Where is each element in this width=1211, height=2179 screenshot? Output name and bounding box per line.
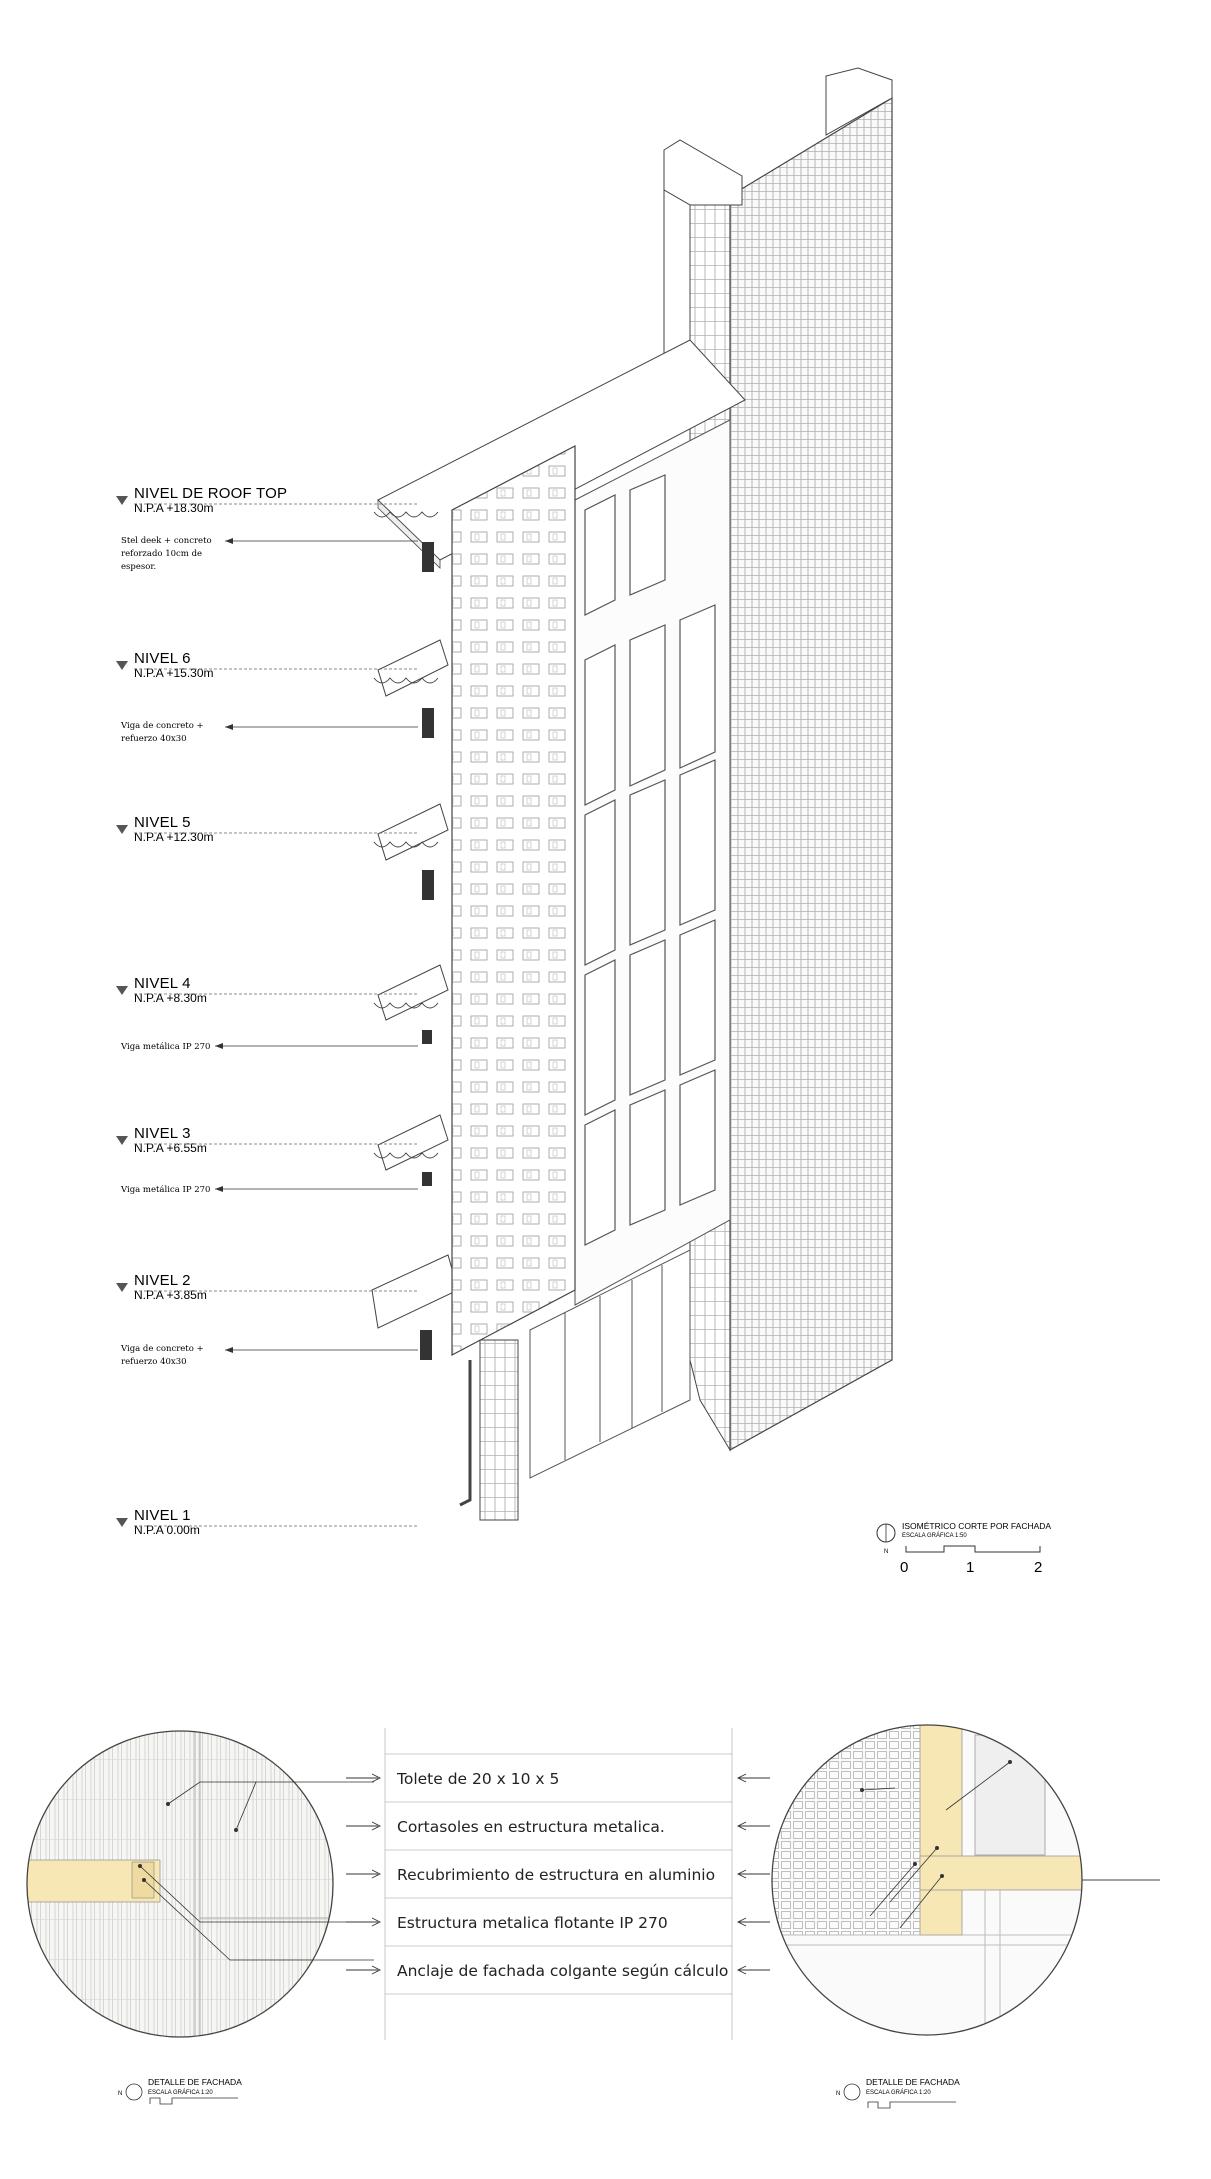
level-marker xyxy=(116,975,418,1005)
note-roof-line2: reforzado 10cm de xyxy=(121,549,203,559)
level-marker xyxy=(116,1125,418,1155)
detail-left-north: N xyxy=(118,2091,123,2097)
level-triangle-icon xyxy=(116,661,128,670)
level-marker xyxy=(116,1507,418,1537)
main-scale-title: ISOMÉTRICO CORTE POR FACHADA xyxy=(902,1521,1052,1531)
note-n2 xyxy=(120,1344,418,1367)
note-n2-line2: refuerzo 40x30 xyxy=(121,1357,187,1367)
level-marker xyxy=(116,650,418,680)
arrow-right-icon xyxy=(346,1966,380,1974)
scale-bar xyxy=(906,1546,1040,1552)
level-name: NIVEL 3 xyxy=(134,1125,191,1142)
level-npa: N.P.A +18.30m xyxy=(134,501,214,515)
detail-label: Recubrimiento de estructura en aluminio xyxy=(397,1866,716,1884)
level-name: NIVEL 5 xyxy=(134,814,191,831)
arrow-left-icon xyxy=(738,1918,770,1926)
detail-right-title: DETALLE DE FACHADA xyxy=(866,2077,960,2087)
detail-right-column xyxy=(920,1725,962,1935)
scale-tick-0: 0 xyxy=(900,1559,909,1576)
level-marker xyxy=(116,485,418,515)
detail-label: Tolete de 20 x 10 x 5 xyxy=(397,1770,560,1788)
level-npa: N.P.A +3.85m xyxy=(134,1288,207,1302)
level-triangle-icon xyxy=(116,1518,128,1527)
level-name: NIVEL 2 xyxy=(134,1272,191,1289)
main-scale xyxy=(877,1521,1051,1576)
detail-right-north: N xyxy=(836,2091,841,2097)
note-n6 xyxy=(120,721,418,744)
detail-left-subtitle: ESCALA GRÁFICA 1:20 xyxy=(148,2090,213,2096)
level-triangle-icon xyxy=(116,825,128,834)
detail-right xyxy=(770,1725,1160,2108)
scale-tick-1: 1 xyxy=(966,1559,975,1576)
level-npa: N.P.A +6.55m xyxy=(134,1141,207,1155)
level-marker xyxy=(116,814,418,844)
note-n3-line1: Viga metálica IP 270 xyxy=(121,1185,211,1195)
level-npa: N.P.A +8.30m xyxy=(134,991,207,1005)
brick-wall xyxy=(730,98,892,1450)
level-name: NIVEL 1 xyxy=(134,1507,191,1524)
arrow-left-icon xyxy=(738,1774,770,1782)
scale-tick-2: 2 xyxy=(1034,1559,1043,1576)
lattice-screen xyxy=(452,446,575,1355)
level-npa: N.P.A 0.00m xyxy=(134,1523,200,1537)
detail-right-beam xyxy=(920,1856,1090,1890)
north-letter: N xyxy=(884,1549,889,1555)
arrow-right-icon xyxy=(346,1774,380,1782)
detail-label-table xyxy=(346,1728,770,2040)
main-scale-subtitle: ESCALA GRÁFICA 1:50 xyxy=(902,1533,967,1539)
arrow-left-icon xyxy=(738,1966,770,1974)
arrow-right-icon xyxy=(346,1918,380,1926)
level-name: NIVEL DE ROOF TOP xyxy=(134,485,288,502)
level-name: NIVEL 6 xyxy=(134,650,191,667)
level-name: NIVEL 4 xyxy=(134,975,191,992)
isometric-building xyxy=(372,68,892,1520)
detail-left xyxy=(20,1725,374,2104)
level-triangle-icon xyxy=(116,496,128,505)
detail-label: Estructura metalica flotante IP 270 xyxy=(397,1914,668,1932)
detail-label: Cortasoles en estructura metalica. xyxy=(397,1818,665,1836)
level-triangle-icon xyxy=(116,986,128,995)
note-n2-line1: Viga de concreto + xyxy=(121,1344,204,1354)
note-n3 xyxy=(120,1184,418,1195)
note-n4 xyxy=(120,1041,418,1052)
ground-column xyxy=(480,1340,518,1520)
detail-label: Anclaje de fachada colgante según cálculo xyxy=(397,1962,729,1980)
level-npa: N.P.A +15.30m xyxy=(134,666,214,680)
note-roof-line3: espesor. xyxy=(121,562,157,572)
note-n6-line2: refuerzo 40x30 xyxy=(121,734,187,744)
arrow-right-icon xyxy=(346,1822,380,1830)
level-markers xyxy=(116,485,418,1537)
note-roof-line1: Stel deek + concreto xyxy=(121,536,212,546)
detail-left-title: DETALLE DE FACHADA xyxy=(148,2077,242,2087)
arrow-left-icon xyxy=(738,1870,770,1878)
note-roof xyxy=(121,536,418,572)
level-triangle-icon xyxy=(116,1136,128,1145)
arrow-right-icon xyxy=(346,1870,380,1878)
level-triangle-icon xyxy=(116,1283,128,1292)
floor-slabs xyxy=(372,640,458,1328)
detail-right-subtitle: ESCALA GRÁFICA 1:20 xyxy=(866,2090,931,2096)
level-npa: N.P.A +12.30m xyxy=(134,830,214,844)
note-n4-line1: Viga metálica IP 270 xyxy=(121,1042,211,1052)
note-n6-line1: Viga de concreto + xyxy=(121,721,204,731)
arrow-left-icon xyxy=(738,1822,770,1830)
